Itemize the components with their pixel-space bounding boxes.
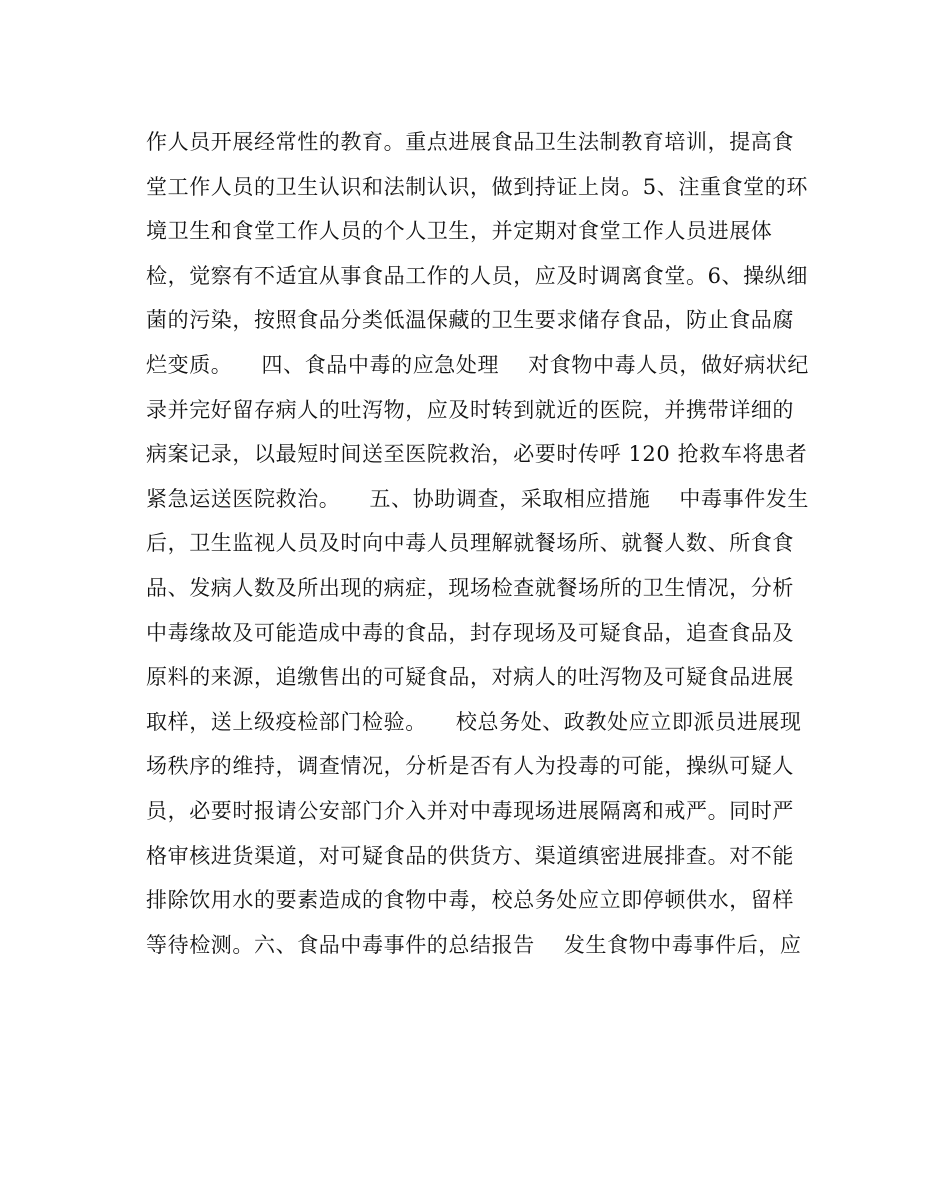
text-line-4: 检，觉察有不适宜从事食品工作的人员，应及时调离食堂。6、操纵细 [146, 263, 808, 288]
text-line-15: 场秩序的维持，调查情况，分析是否有人为投毒的可能，操纵可疑人 [146, 754, 794, 779]
text-line-7: 录并完好留存病人的吐泻物，应及时转到就近的医院，并携带详细的 [146, 397, 794, 422]
text-line-17: 格审核进货渠道，对可疑食品的供货方、渠道缜密进展排查。对不能 [146, 843, 794, 868]
text-line-13: 原料的来源，追缴售出的可疑食品，对病人的吐泻物及可疑食品进展 [146, 665, 794, 690]
text-line-3: 境卫生和食堂工作人员的个人卫生，并定期对食堂工作人员进展体 [146, 219, 773, 244]
text-line-8: 病案记录，以最短时间送至医院救治，必要时传呼 120 抢救车将患者 [146, 442, 808, 467]
text-line-16: 员，必要时报请公安部门介入并对中毒现场进展隔离和戒严。同时严 [146, 798, 794, 823]
text-line-11: 品、发病人数及所出现的病症，现场检查就餐场所的卫生情况，分析 [146, 575, 794, 600]
text-line-18: 排除饮用水的要素造成的食物中毒，校总务处应立即停顿供水，留样 [146, 888, 794, 913]
text-line-12: 中毒缘故及可能造成中毒的食品，封存现场及可疑食品，追查食品及 [146, 620, 794, 645]
text-line-10: 后，卫生监视人员及时向中毒人员理解就餐场所、就餐人数、所食食 [146, 531, 794, 556]
body-text [146, 120, 809, 967]
text-line-9: 紧急运送医院救治。 五、协助调查，采取相应措施 中毒事件发生 [146, 486, 809, 511]
text-line-14: 取样，送上级疫检部门检验。 校总务处、政教处应立即派员进展现 [146, 709, 802, 734]
text-line-6: 烂变质。 四、食品中毒的应急处理 对食物中毒人员，做好病状纪 [146, 352, 809, 377]
text-line-5: 菌的污染，按照食品分类低温保藏的卫生要求储存食品，防止食品腐 [146, 308, 794, 333]
text-line-2: 堂工作人员的卫生认识和法制认识，做到持证上岗。5、注重食堂的环 [146, 174, 808, 199]
text-line-1: 作人员开展经常性的教育。重点进展食品卫生法制教育培训，提高食 [146, 130, 794, 154]
text-line-19: 等待检测。六、食品中毒事件的总结报告 发生食物中毒事件后，应 [146, 932, 802, 957]
